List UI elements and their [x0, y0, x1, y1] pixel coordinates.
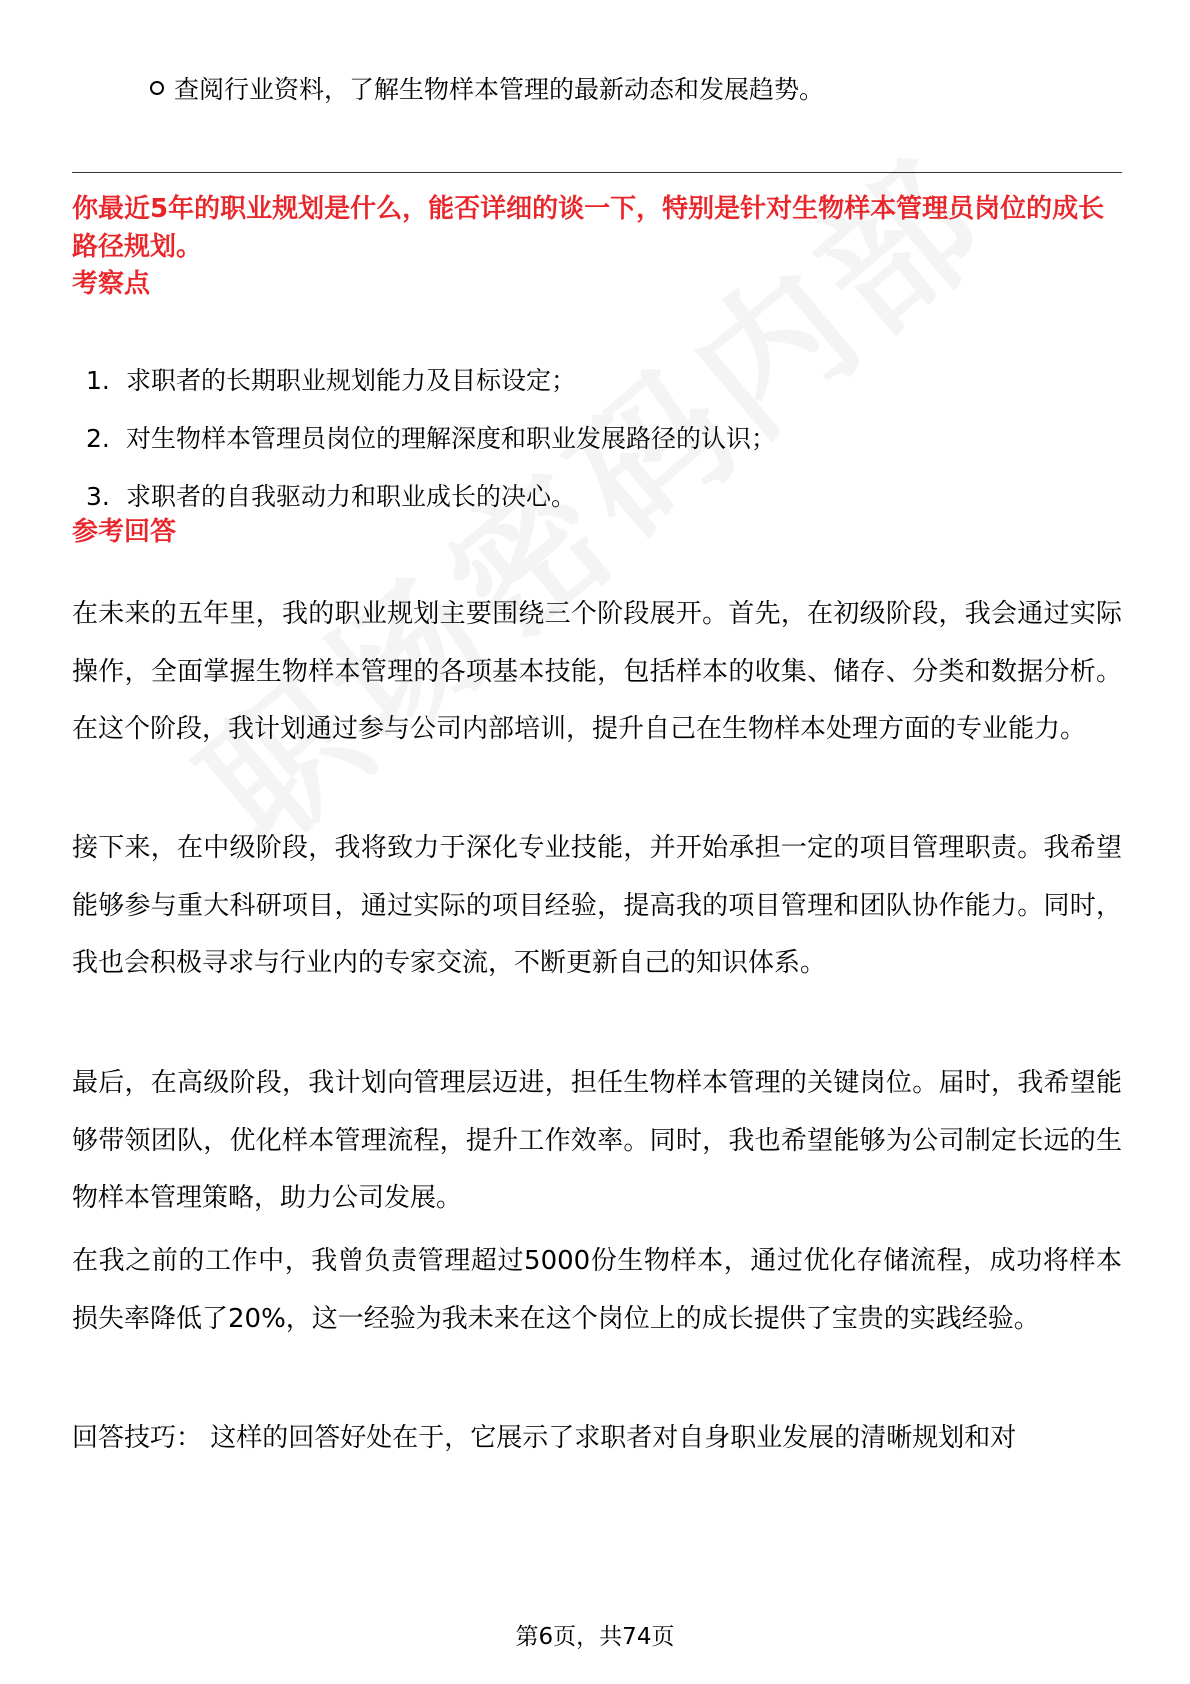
examine-points-title: 考察点 — [72, 269, 151, 299]
list-number: 1. — [86, 366, 110, 395]
reference-answer-title: 参考回答 — [72, 517, 177, 547]
list-text: 对生物样本管理员岗位的理解深度和职业发展路径的认识； — [126, 424, 777, 453]
section-divider — [72, 172, 1122, 173]
answer-paragraph: 接下来，在中级阶段，我将致力于深化专业技能，并开始承担一定的项目管理职责。我希望能够参与重大科研项目，通过实际的项目经验，提高我的项目管理和团队协作能力。同时，我也会积极寻求与行业内的专家交流，不断更新自己的知识体系。 — [72, 833, 1122, 978]
sub-bullet-text: 查阅行业资料，了解生物样本管理的最新动态和发展趋势。 — [174, 75, 825, 104]
page-number-footer: 第6页，共74页 — [515, 1624, 675, 1650]
question-heading: 你最近5年的职业规划是什么，能否详细的谈一下，特别是针对生物样本管理员岗位的成长路径规划。 — [72, 194, 1105, 262]
answer-paragraph: 在未来的五年里，我的职业规划主要围绕三个阶段展开。首先，在初级阶段，我会通过实际操作，全面掌握生物样本管理的各项基本技能，包括样本的收集、储存、分类和数据分析。在这个阶段，我计划通过参与公司内部培训，提升自己在生物样本处理方面的专业能力。 — [72, 599, 1122, 744]
list-text: 求职者的长期职业规划能力及目标设定； — [126, 366, 577, 395]
list-item — [86, 478, 1106, 536]
list-item — [86, 420, 1106, 478]
answer-paragraph: 在我之前的工作中，我曾负责管理超过5000份生物样本，通过优化存储流程，成功将样本损失率降低了20%，这一经验为我未来在这个岗位上的成长提供了宝贵的实践经验。 — [72, 1246, 1122, 1334]
answer-tip-paragraph: 回答技巧： 这样的回答好处在于，它展示了求职者对自身职业发展的清晰规划和对 — [72, 1423, 1017, 1453]
list-item — [86, 362, 1106, 420]
hollow-bullet-icon — [150, 81, 164, 95]
sub-bullet-item — [150, 70, 824, 110]
list-number: 2. — [86, 424, 110, 453]
list-text: 求职者的自我驱动力和职业成长的决心。 — [126, 482, 577, 511]
list-number: 3. — [86, 482, 110, 511]
answer-paragraph: 最后，在高级阶段，我计划向管理层迈进，担任生物样本管理的关键岗位。届时，我希望能够带领团队，优化样本管理流程，提升工作效率。同时，我也希望能够为公司制定长远的生物样本管理策略，助力公司发展。 — [72, 1068, 1122, 1213]
examine-points-list — [86, 362, 1106, 536]
